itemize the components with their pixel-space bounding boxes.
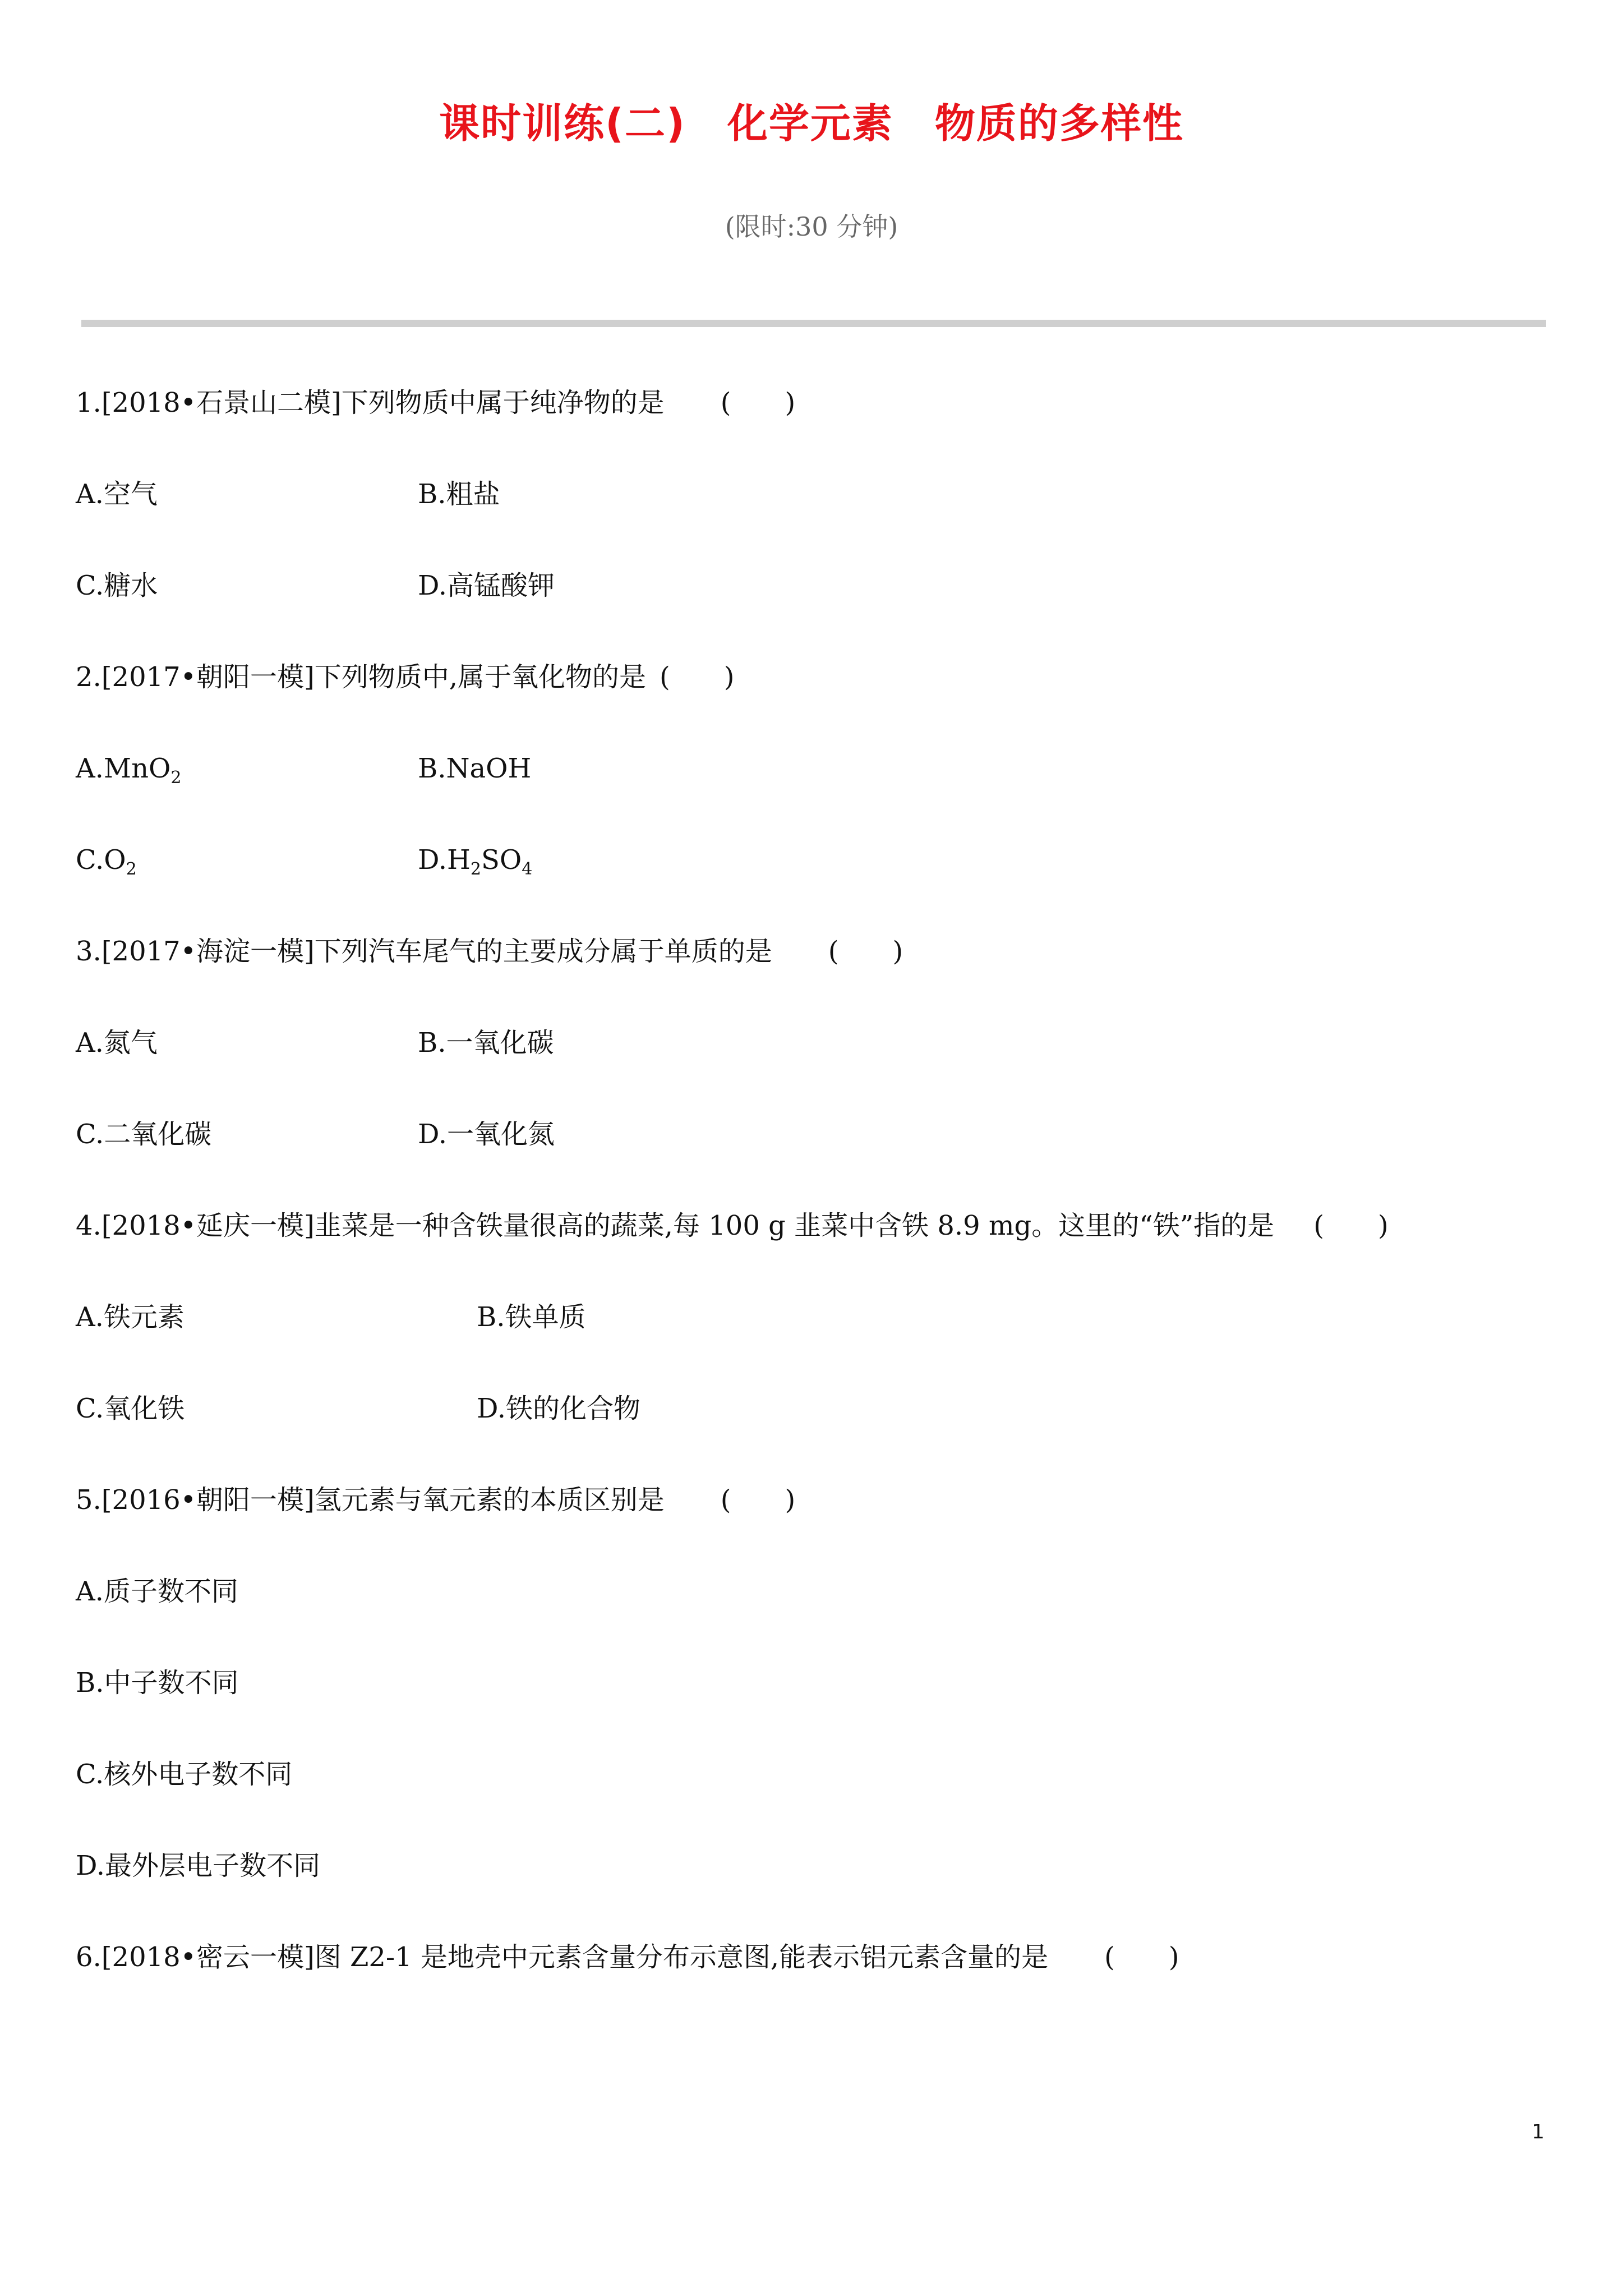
answer-parentheses: ( ) xyxy=(1104,1941,1179,1973)
time-limit: (限时:30 分钟) xyxy=(725,211,898,242)
question-stem: 4.[2018•延庆一模]韭菜是一种含铁量很高的蔬菜,每 100 g 韭菜中含铁 8.9 mg。这里的“铁”指的是 xyxy=(76,1210,1275,1241)
question-4 xyxy=(76,1209,1389,1243)
answer-parentheses: ( ) xyxy=(828,936,903,967)
option-c: C.氧化铁 xyxy=(76,1393,185,1424)
option-text: D.H xyxy=(418,844,471,876)
question-2 xyxy=(76,660,734,694)
option-b: B.一氧化碳 xyxy=(418,1027,554,1059)
option-d: D.最外层电子数不同 xyxy=(76,1850,321,1881)
question-stem: 1.[2018•石景山二模]下列物质中属于纯净物的是 xyxy=(76,387,665,418)
option-d xyxy=(418,843,532,886)
page-number: 1 xyxy=(1532,2120,1544,2143)
option-c xyxy=(76,843,137,886)
option-c: C.糖水 xyxy=(76,570,158,601)
option-d: D.一氧化氮 xyxy=(418,1119,555,1150)
option-b xyxy=(418,752,531,785)
option-a xyxy=(76,752,181,795)
answer-parentheses: ( ) xyxy=(1313,1210,1389,1241)
option-a: A.氮气 xyxy=(76,1027,158,1059)
subscript: 2 xyxy=(126,859,137,879)
option-d: D.高锰酸钾 xyxy=(418,570,555,601)
answer-parentheses: ( ) xyxy=(659,661,735,693)
option-b: B.中子数不同 xyxy=(76,1667,239,1699)
option-text: B.NaOH xyxy=(418,753,532,784)
option-d: D.铁的化合物 xyxy=(477,1393,641,1424)
answer-parentheses: ( ) xyxy=(720,1484,796,1516)
option-a: A.铁元素 xyxy=(76,1301,185,1333)
option-c: C.核外电子数不同 xyxy=(76,1759,293,1790)
option-b: B.铁单质 xyxy=(477,1301,586,1333)
question-6 xyxy=(76,1940,1179,1974)
option-text: C.O xyxy=(76,844,126,876)
question-1 xyxy=(76,386,795,420)
option-a: A.质子数不同 xyxy=(76,1576,238,1607)
option-a: A.空气 xyxy=(76,478,158,510)
option-c: C.二氧化碳 xyxy=(76,1119,212,1150)
option-b: B.粗盐 xyxy=(418,478,500,510)
page-title: 课时训练(二) 化学元素 物质的多样性 xyxy=(439,100,1184,147)
question-stem: 2.[2017•朝阳一模]下列物质中,属于氧化物的是 xyxy=(76,661,646,693)
question-stem: 5.[2016•朝阳一模]氢元素与氧元素的本质区别是 xyxy=(76,1484,665,1516)
option-text: SO xyxy=(481,844,522,876)
option-text: A.MnO xyxy=(76,753,171,784)
subscript: 2 xyxy=(470,859,481,879)
divider xyxy=(81,320,1546,327)
question-3 xyxy=(76,935,903,968)
question-stem: 3.[2017•海淀一模]下列汽车尾气的主要成分属于单质的是 xyxy=(76,936,772,967)
question-stem: 6.[2018•密云一模]图 Z2-1 是地壳中元素含量分布示意图,能表示铝元素含量的是 xyxy=(76,1941,1049,1973)
question-5 xyxy=(76,1483,795,1517)
subscript: 2 xyxy=(170,768,182,788)
answer-parentheses: ( ) xyxy=(720,387,796,418)
subscript: 4 xyxy=(522,859,533,879)
